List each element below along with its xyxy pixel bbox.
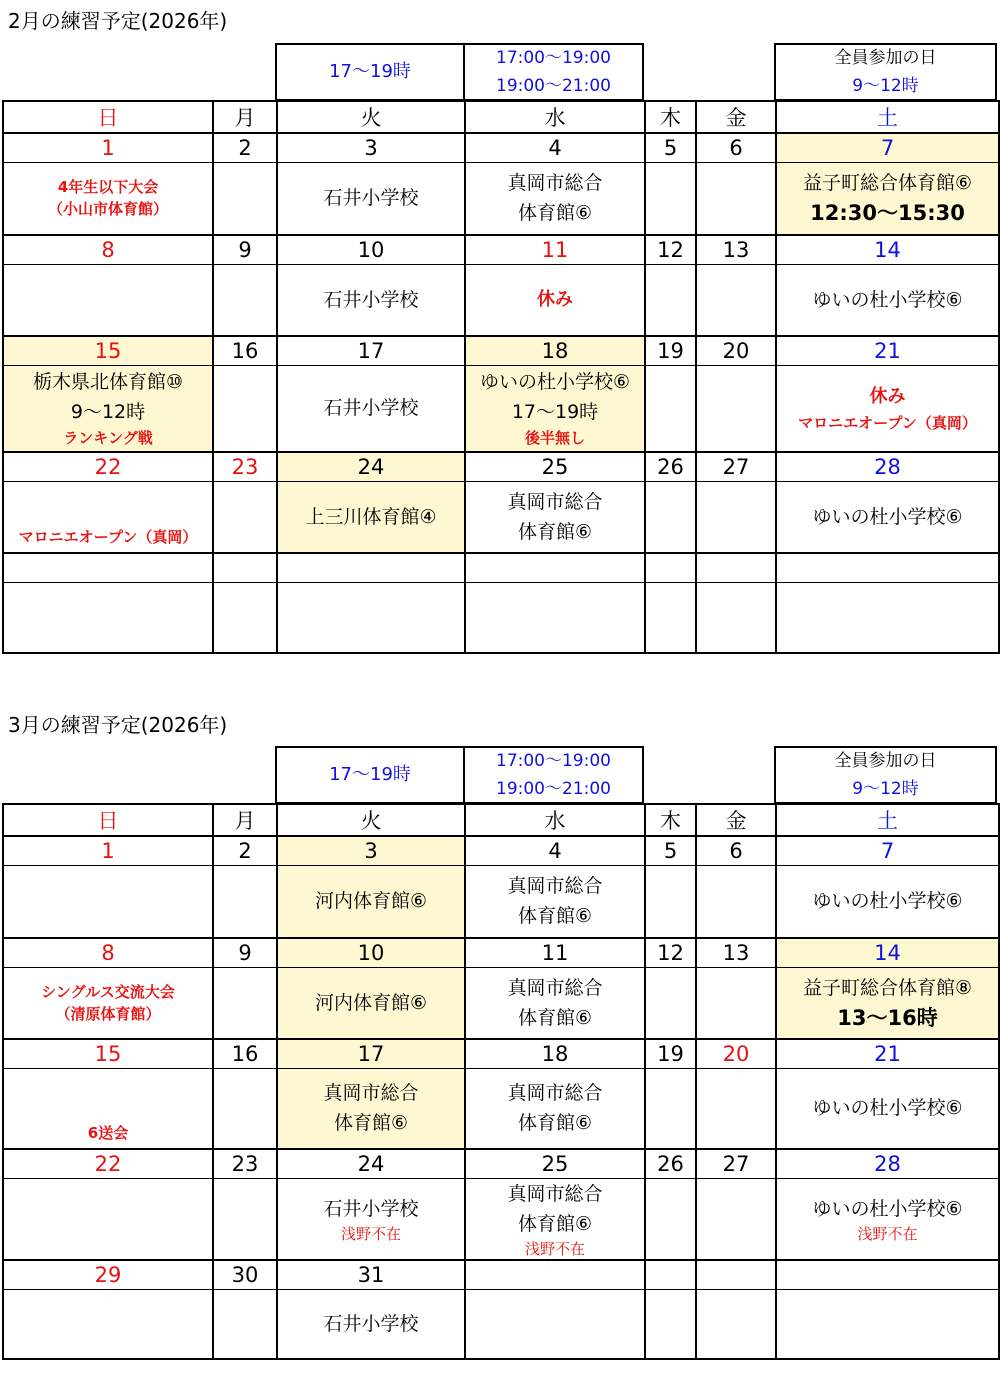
week-content-row: [3, 163, 999, 235]
day-number: 18: [465, 1039, 645, 1069]
day-number: 19: [645, 336, 696, 366]
day-number: 27: [696, 1149, 776, 1179]
day-number: 17: [277, 336, 465, 366]
week-content-row: [3, 481, 999, 553]
day-number: 22: [3, 452, 213, 482]
day-number: 3: [277, 836, 465, 866]
weekday-header-row: [3, 101, 999, 133]
day-number: 12: [645, 235, 696, 265]
day-number: 5: [645, 133, 696, 163]
dow-fri: 金: [696, 101, 776, 133]
event-cell: ゆいの杜小学校⑥ 17～19時 後半無し: [465, 366, 645, 452]
week-number-row: [3, 1149, 999, 1179]
event-cell: ゆいの杜小学校⑥: [776, 1069, 999, 1149]
day-number: 27: [696, 452, 776, 482]
dow-fri: 金: [696, 804, 776, 836]
week-content-row: [3, 866, 999, 938]
day-number: 26: [645, 452, 696, 482]
day-number: 13: [696, 938, 776, 968]
february-title: 2月の練習予定(2026年): [8, 9, 228, 33]
week-number-row: [3, 553, 999, 583]
mar-saturday-hours: 全員参加の日 9～12時: [774, 746, 997, 804]
march-grid: [2, 803, 1000, 1360]
day-number: 12: [645, 938, 696, 968]
event-cell: 上三川体育館④: [277, 481, 465, 553]
day-number: 24: [277, 1149, 465, 1179]
day-number: 20: [696, 336, 776, 366]
dow-mon: 月: [213, 101, 277, 133]
day-number: 31: [277, 1260, 465, 1290]
dow-tue: 火: [277, 101, 465, 133]
day-number: 24: [277, 452, 465, 482]
feb-saturday-hours: 全員参加の日 9～12時: [774, 43, 997, 101]
week-number-row: [3, 836, 999, 866]
day-number: 18: [465, 336, 645, 366]
day-number: 15: [3, 336, 213, 366]
event-cell: 石井小学校: [277, 163, 465, 235]
day-number: 2: [213, 836, 277, 866]
dow-sun: 日: [3, 804, 213, 836]
day-number: 19: [645, 1039, 696, 1069]
day-number: 16: [213, 1039, 277, 1069]
event-cell: 石井小学校: [277, 1289, 465, 1359]
day-number: 8: [3, 235, 213, 265]
day-number: 6: [696, 836, 776, 866]
event-cell: 栃木県北体育館⑩ 9～12時 ランキング戦: [3, 366, 213, 452]
week-number-row: [3, 1039, 999, 1069]
february-grid: [2, 100, 1000, 654]
day-number: 4: [465, 836, 645, 866]
day-number: 15: [3, 1039, 213, 1069]
day-number: 14: [776, 938, 999, 968]
day-number: 17: [277, 1039, 465, 1069]
event-cell: 河内体育館⑥: [277, 866, 465, 938]
day-number: 20: [696, 1039, 776, 1069]
day-number: 13: [696, 235, 776, 265]
week-number-row: [3, 452, 999, 482]
event-cell: 休み マロニエオープン（真岡）: [776, 366, 999, 452]
event-cell: 真岡市総合 体育館⑥: [465, 163, 645, 235]
dow-sun: 日: [3, 101, 213, 133]
week-number-row: [3, 1260, 999, 1290]
feb-tuesday-hours: 17～19時: [275, 43, 465, 101]
day-number: 29: [3, 1260, 213, 1290]
event-cell: マロニエオープン（真岡）: [3, 481, 213, 553]
week-content-row: [3, 583, 999, 653]
day-number: 25: [465, 1149, 645, 1179]
mar-wednesday-hours: 17:00～19:00 19:00～21:00: [463, 746, 644, 804]
march-title: 3月の練習予定(2026年): [8, 713, 228, 737]
dow-sat: 土: [776, 804, 999, 836]
day-number: 21: [776, 336, 999, 366]
day-number: 11: [465, 938, 645, 968]
event-cell: シングルス交流大会 （清原体育館）: [3, 967, 213, 1039]
day-number: 25: [465, 452, 645, 482]
dow-thu: 木: [645, 101, 696, 133]
day-number: 22: [3, 1149, 213, 1179]
event-cell: 休み: [465, 264, 645, 336]
weekday-header-row: [3, 804, 999, 836]
event-cell: 石井小学校 浅野不在: [277, 1178, 465, 1260]
day-number: 7: [776, 133, 999, 163]
event-cell: ゆいの杜小学校⑥: [776, 481, 999, 553]
day-number: 10: [277, 938, 465, 968]
week-content-row: [3, 1178, 999, 1260]
event-cell: ゆいの杜小学校⑥: [776, 264, 999, 336]
event-cell: 河内体育館⑥: [277, 967, 465, 1039]
day-number: 28: [776, 1149, 999, 1179]
day-number: 8: [3, 938, 213, 968]
day-number: 30: [213, 1260, 277, 1290]
dow-mon: 月: [213, 804, 277, 836]
feb-wednesday-hours: 17:00～19:00 19:00～21:00: [463, 43, 644, 101]
day-number: 9: [213, 938, 277, 968]
week-content-row: [3, 1289, 999, 1359]
day-number: 11: [465, 235, 645, 265]
day-number: 21: [776, 1039, 999, 1069]
day-number: 9: [213, 235, 277, 265]
week-number-row: [3, 133, 999, 163]
day-number: 1: [3, 836, 213, 866]
day-number: 5: [645, 836, 696, 866]
event-cell: 益子町総合体育館⑧ 13～16時: [776, 967, 999, 1039]
event-cell: 真岡市総合 体育館⑥ 浅野不在: [465, 1178, 645, 1260]
day-number: 1: [3, 133, 213, 163]
week-content-row: [3, 967, 999, 1039]
day-number: 14: [776, 235, 999, 265]
week-number-row: [3, 235, 999, 265]
event-cell: 石井小学校: [277, 264, 465, 336]
event-cell: 真岡市総合 体育館⑥: [465, 866, 645, 938]
day-number: 2: [213, 133, 277, 163]
event-cell: 4年生以下大会 （小山市体育館）: [3, 163, 213, 235]
day-number: 3: [277, 133, 465, 163]
dow-wed: 水: [465, 804, 645, 836]
day-number: 10: [277, 235, 465, 265]
day-number: 6: [696, 133, 776, 163]
week-content-row: [3, 264, 999, 336]
event-cell: ゆいの杜小学校⑥: [776, 866, 999, 938]
dow-sat: 土: [776, 101, 999, 133]
event-cell: 真岡市総合 体育館⑥: [465, 481, 645, 553]
mar-tuesday-hours: 17～19時: [275, 746, 465, 804]
day-number: 4: [465, 133, 645, 163]
event-cell: 石井小学校: [277, 366, 465, 452]
week-content-row: [3, 1069, 999, 1149]
event-cell: 真岡市総合 体育館⑥: [465, 967, 645, 1039]
event-cell: 真岡市総合 体育館⑥: [277, 1069, 465, 1149]
event-cell: 益子町総合体育館⑥ 12:30～15:30: [776, 163, 999, 235]
dow-wed: 水: [465, 101, 645, 133]
dow-thu: 木: [645, 804, 696, 836]
week-number-row: [3, 336, 999, 366]
day-number: 7: [776, 836, 999, 866]
day-number: 26: [645, 1149, 696, 1179]
week-content-row: [3, 366, 999, 452]
dow-tue: 火: [277, 804, 465, 836]
event-cell: 真岡市総合 体育館⑥: [465, 1069, 645, 1149]
event-cell: ゆいの杜小学校⑥ 浅野不在: [776, 1178, 999, 1260]
day-number: 23: [213, 1149, 277, 1179]
day-number: 16: [213, 336, 277, 366]
event-cell: 6送会: [3, 1069, 213, 1149]
week-number-row: [3, 938, 999, 968]
day-number: 28: [776, 452, 999, 482]
day-number: 23: [213, 452, 277, 482]
